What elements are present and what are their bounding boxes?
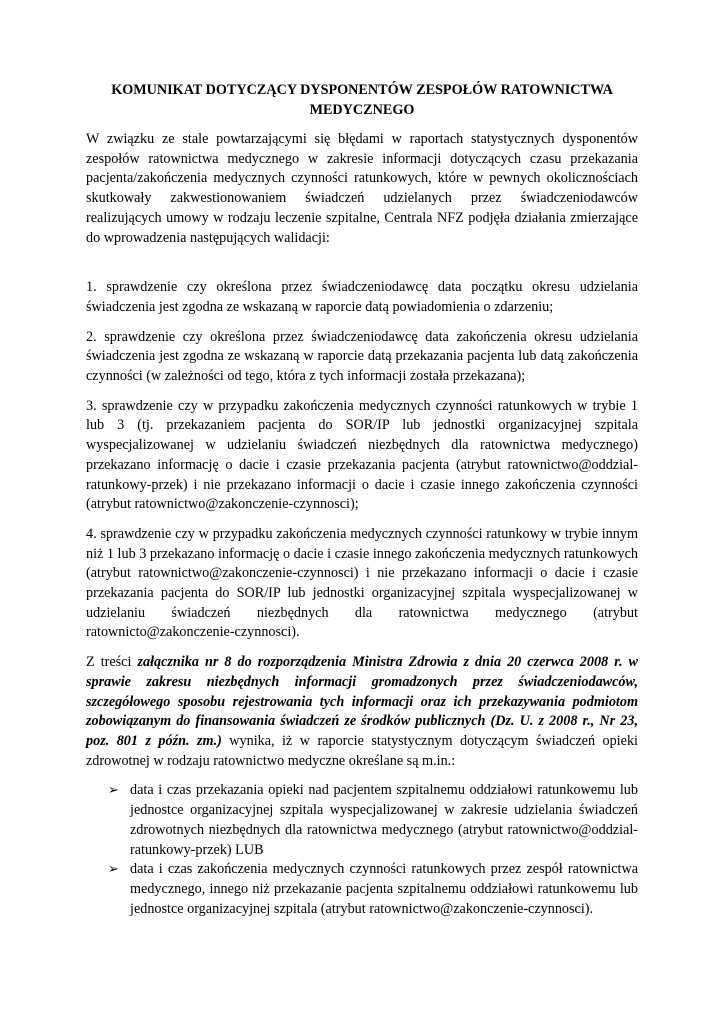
arrow-bullet-icon: ➢ [108,783,119,799]
list-item [86,781,638,860]
validation-item-3: 3. sprawdzenie czy w przypadku zakończenia medycznych czynności ratunkowych w trybie 1 lub 3 (tj. przekazaniem pacjenta do SOR/IP lub jednostki organizacyjnej szpitala wyspecjalizowanej w udzielaniu świadczeń niezbędnych dla ratownictwa medycznego) przekazano informację o dacie i czasie przekazania pacjenta (atrybut ratownictwo@oddzial-ratunkowy-przek) i nie przekazano informacji o dacie i czasie innego zakończenia czynności (atrybut ratownictwo@zakonczenie-czynnosci); [86,397,638,513]
attribute-list [86,781,638,919]
validation-item-1: 1. sprawdzenie czy określona przez świadczeniodawcę data początku okresu udzielania świadczenia jest zgodna ze wskazaną w raporcie datą powiadomienia o zdarzeniu; [86,279,638,315]
validation-item-2: 2. sprawdzenie czy określona przez świadczeniodawcę data zakończenia okresu udzielania świadczenia jest zgodna ze wskazaną w raporcie datą przekazania pacjenta lub datą zakończenia czynności (w zależności od tego, która z tych informacji została przekazana); [86,328,638,385]
list-item-text: data i czas przekazania opieki nad pacjentem szpitalnemu oddziałowi ratunkowemu lub jednostce organizacyjnej szpitala wyspecjalizowanej w zakresie udzielania świadczeń zdrowotnych niezbędnych dla ratownictwa medycznego (atrybut ratownictwo@oddzial-ratunkowy-przek) LUB [130,782,638,858]
regulation-citation: załącznika nr 8 do rozporządzenia Ministra Zdrowia z dnia 20 czerwca 2008 r. w sprawie zakresu niezbędnych informacji gromadzonych przez świadczeniodawców, szczegółowego sposobu rejestrowania tych informacji oraz ich przekazywania podmiotom zobowiązanym do finansowania świadczeń ze środków publicznych (Dz. U. z 2008 r., Nr 23, poz. 801 z późn. zm.) [86,654,638,749]
regulation-paragraph [86,653,638,771]
document-title: KOMUNIKAT DOTYCZĄCY DYSPONENTÓW ZESPOŁÓW RATOWNICTWA MEDYCZNEGO [111,82,613,118]
intro-paragraph: W związku ze stale powtarzającymi się błędami w raportach statystycznych dysponentów zespołów ratownictwa medycznego w zakresie informacji dotyczących czasu przekazania pacjenta/zakończenia medycznych czynności ratunkowych, które w pewnych okolicznościach skutkowały zakwestionowaniem świadczeń udzielanych przez świadczeniodawców realizujących umowy w rodzaju leczenie szpitalne, Centrala NFZ podjęła działania zmierzające do wprowadzenia następujących walidacji: [86,131,638,246]
list-item [86,860,638,919]
regulation-prefix: Z treści [86,654,138,671]
validation-item-4: 4. sprawdzenie czy w przypadku zakończenia medycznych czynności ratunkowy w trybie innym niż 1 lub 3 przekazano informację o dacie i czasie innego zakończenia medycznych ratunkowych (atrybut ratownictwo@zakonczenie-czynnosci) i nie przekazano informacji o dacie i czasie przekazania pacjenta do SOR/IP lub jednostki organizacyjnej szpitala wyspecjalizowanej w udzielaniu świadczeń niezbędnych dla ratownictwa medycznego (atrybut ratownicto@zakonczenie-czynnosci). [86,525,638,641]
validation-list [86,278,638,643]
document-page [86,80,638,919]
regulation-suffix: wynika, iż w raporcie statystycznym dotyczącym świadczeń opieki zdrowotnej w rodzaju ratownictwo medyczne określane są m.in.: [86,732,638,769]
arrow-bullet-icon: ➢ [108,862,119,878]
list-item-text: data i czas zakończenia medycznych czynności ratunkowych przez zespół ratownictwa medycznego, innego niż przekazanie pacjenta szpitalnemu oddziałowi ratunkowemu lub jednostce organizacyjnej szpitala (atrybut ratownictwo@zakonczenie-czynnosci). [130,861,638,917]
